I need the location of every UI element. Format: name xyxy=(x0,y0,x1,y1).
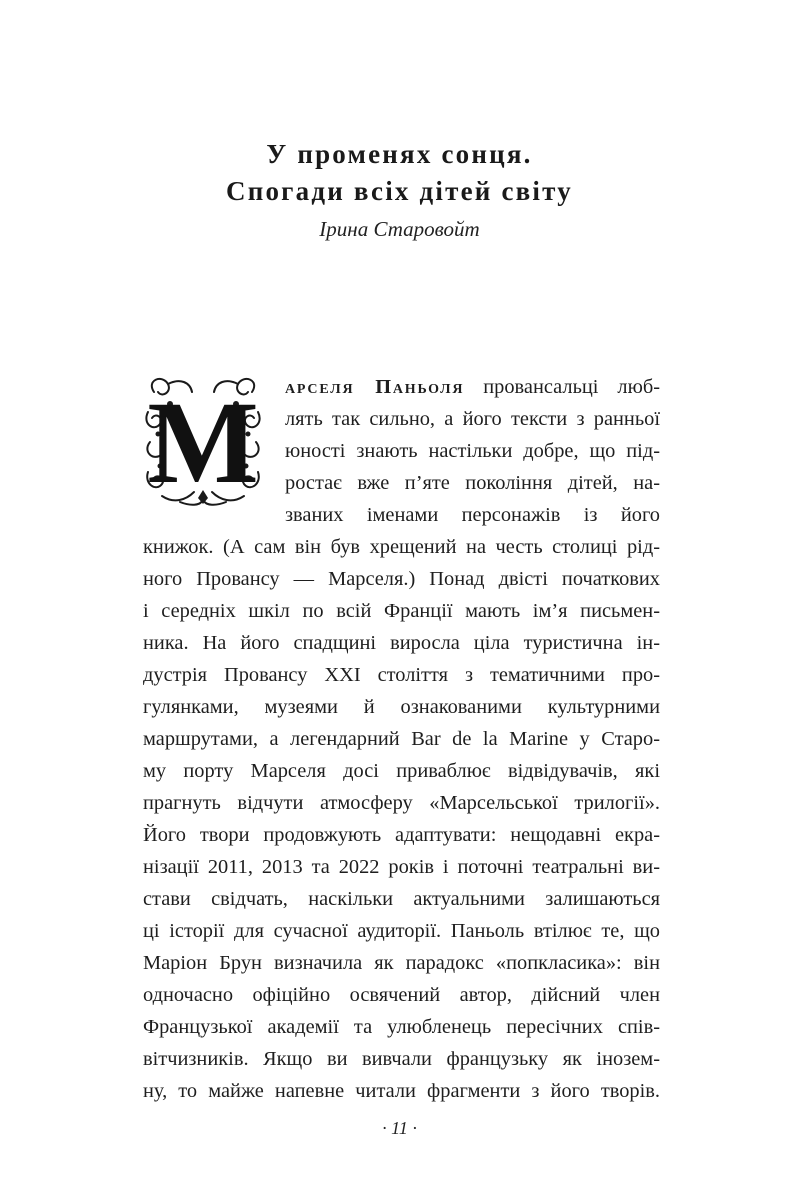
chapter-title-line-2: Спогади всіх дітей світу xyxy=(226,176,573,206)
text-line: му порту Марселя досі приваблює відвідувачів, які xyxy=(143,760,660,782)
text-line: стави свідчать, наскільки актуальними залишаються xyxy=(143,888,660,910)
text-line: ну, то майже напевне читали фрагменти з його творів. xyxy=(143,1080,660,1102)
text-line: дустрія Провансу XXI століття з тематичними про- xyxy=(143,664,660,686)
text-line: Французької академії та улюбленець пересічних спів- xyxy=(143,1016,660,1038)
drop-cap-ornament-icon xyxy=(140,372,266,507)
page-number: · 11 · xyxy=(382,1118,417,1138)
text-line: лять так сильно, а його тексти з ранньої xyxy=(285,408,660,430)
ornamental-drop-cap xyxy=(140,372,266,507)
text-line: вітчизників. Якщо ви вивчали французьку як інозем- xyxy=(143,1048,660,1070)
drop-cap-letter: M xyxy=(147,377,259,507)
chapter-author: Ірина Старовойт xyxy=(319,217,480,241)
text-line: книжок. (А сам він був хрещений на честь столиці рід- xyxy=(143,536,660,558)
text-line: ника. На його спадщині виросла ціла туристична ін- xyxy=(143,632,660,654)
text-line: нізації 2011, 2013 та 2022 років і поточні театральні ви- xyxy=(143,856,660,878)
text-line: ці історії для сучасної аудиторії. Паньоль втілює те, що xyxy=(143,920,660,942)
text-line xyxy=(285,372,660,402)
text-line: одночасно офіційно освячений автор, дійсний член xyxy=(143,984,660,1006)
lead-in-small-caps: арселя Паньоля xyxy=(285,376,465,398)
text-line: ного Провансу — Марселя.) Понад двісті початкових xyxy=(143,568,660,590)
text-line: прагнуть відчути атмосферу «Марсельської трилогії». xyxy=(143,792,660,814)
text-line: гулянками, музеями й ознакованими культурними xyxy=(143,696,660,718)
text-line: званих іменами персонажів із його xyxy=(285,504,660,526)
text-line-content: провансальці люб- xyxy=(464,376,660,398)
text-line: Його твори продовжують адаптувати: нещодавні екра- xyxy=(143,824,660,846)
text-line: Маріон Брун визначила як парадокс «попкласика»: він xyxy=(143,952,660,974)
text-line: і середніх шкіл по всій Франції мають ім’я письмен- xyxy=(143,600,660,622)
text-line: ростає вже п’яте покоління дітей, на- xyxy=(285,472,660,494)
text-line: маршрутами, а легендарний Bar de la Marine у Старо- xyxy=(143,728,660,750)
text-line: юності знають настільки добре, що під- xyxy=(285,440,660,462)
chapter-title-line-1: У променях сонця. xyxy=(266,139,533,169)
